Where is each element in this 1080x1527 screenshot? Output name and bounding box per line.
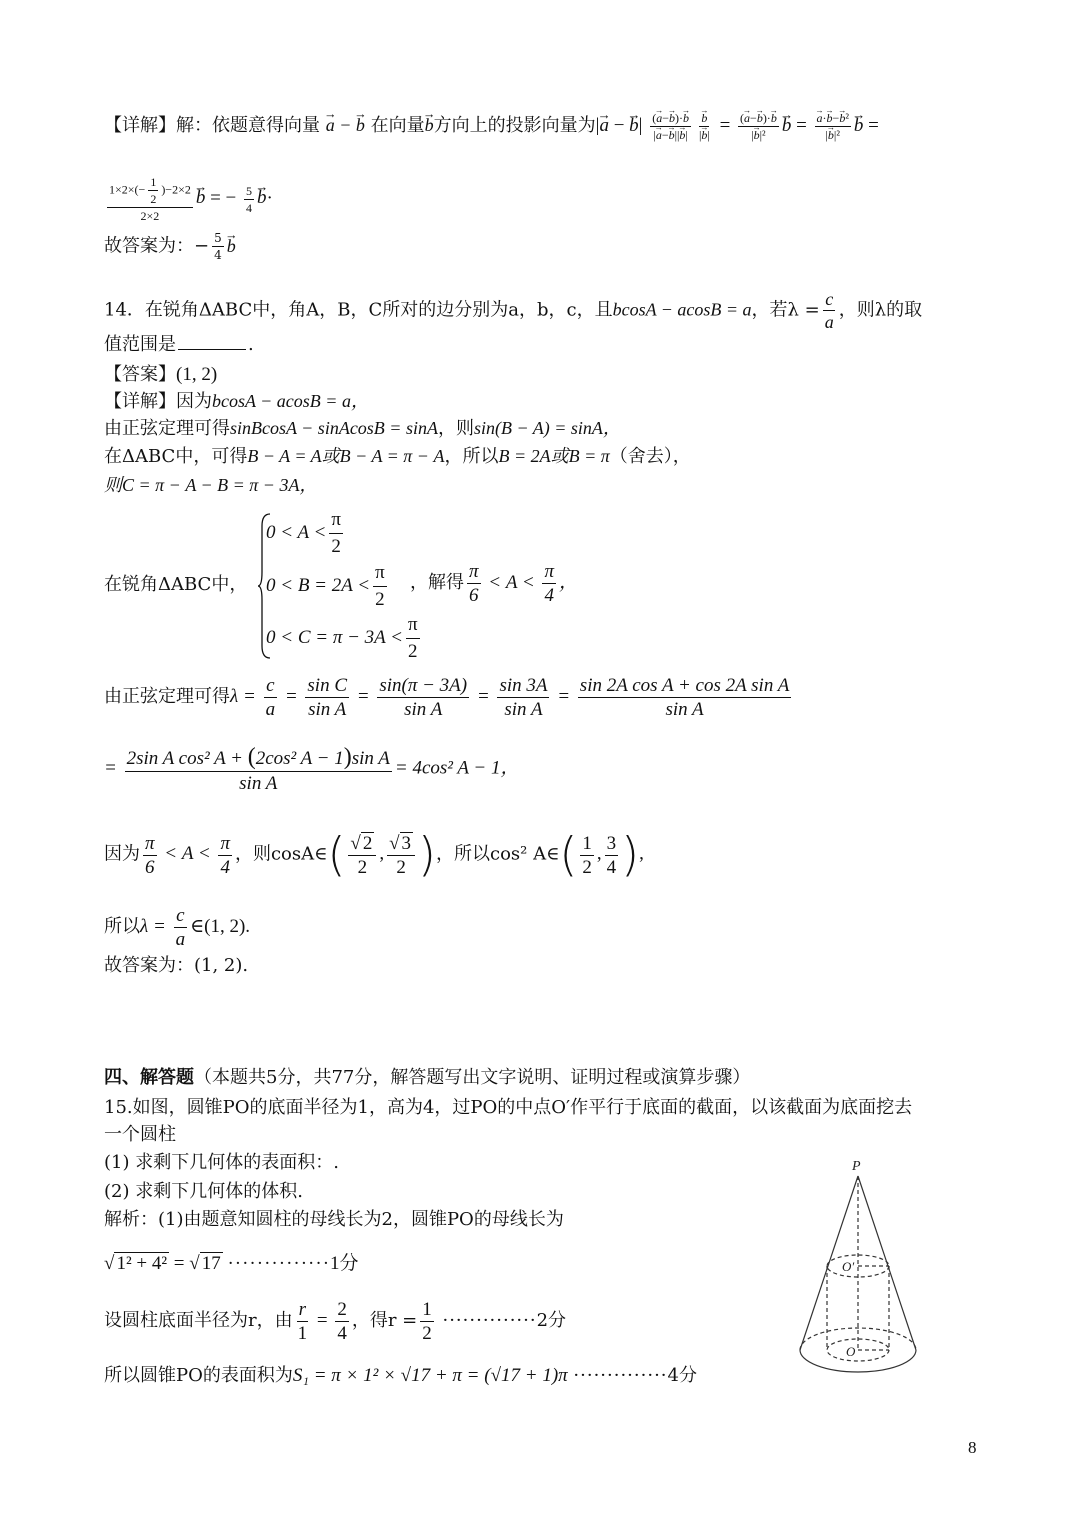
q14-sine-rule-line: [104, 419, 621, 438]
q15-solution-intro: 解析：(1)由题意知圆柱的母线长为2，圆锥PO的母线长为: [104, 1209, 564, 1230]
q15-radius-line: 设圆柱底面半径为r，由 $\frac{r}{1}$ = $\frac{2}{4}$ ，得r = $\frac{1}{2}$ ··············2分: [104, 1299, 567, 1344]
q13-calc-fraction: 1×2×(− $\frac{1}{2}$ )−2×2 2×2: [109, 175, 191, 223]
q14-solve-label: ，解得: [410, 571, 464, 593]
q14-so-lambda-expr: λ = $\frac{c}{a}$: [140, 905, 186, 950]
q13-in-direction: 在向量: [370, 114, 425, 136]
q14-discard: （舍去），: [609, 446, 691, 467]
q14-cos2-interval: ( $\frac{1}{2}$ , $\frac{3}{4}$ ),: [559, 828, 644, 882]
q13-answer-prefix: 故答案为：−: [104, 235, 210, 257]
q14-stem-end: ，则λ的取: [838, 299, 923, 321]
q14-answer-value: (1, 2): [176, 364, 218, 385]
q14-case-2: 0 < B = 2A < $\frac{\pi}{2}$: [266, 562, 385, 610]
q14-sine-rule-expr: sinBcosA − sinAcosB = sinA: [230, 418, 438, 438]
q14-so-cos2: ，所以cos² A∈: [435, 843, 560, 865]
q15-stem-line1: 15.如图，圆锥PO的底面半径为1，高为4，过PO的中点O′作平行于底面的截面，以该截面为底面挖去: [104, 1097, 913, 1118]
q14-cos-interval: ( $\frac{√ 2}{2}$ , $\frac{√ 3}{2}$ ): [327, 828, 436, 882]
q15-sqrt-result: 17: [201, 1253, 221, 1274]
q13-detail-intro: 解：依题意得向量: [176, 114, 320, 136]
q15-surface-intro: 所以圆锥PO的表面积为: [104, 1365, 293, 1386]
q13-projection-formula: |a → − b →| $\frac{(a \to-b \to)\cdot b \to}{|a \to-b \to||b \to|}$ $\frac{b \to}{|b \to|}$ = $\frac{(a \to-b \to)\cdot b \to}{\text{|b →|²}}$ b → = $\frac{\text{a →·b →−b →²}}{\text{|b →|²}}$ b → =: [596, 115, 879, 136]
q14-answer-line: [104, 365, 217, 384]
q13-result-fraction: $\frac{5}{4}$: [246, 183, 253, 215]
q15-radius-get: ，得r =: [351, 1309, 418, 1331]
q14-stem-mid: ，若λ =: [751, 299, 820, 321]
q15-surface-expr: S₁ = π × 1² × √17 + π = (√17 + 1)π: [292, 1365, 568, 1386]
q14-solve-range: $\frac{\pi}{6}$ < A < $\frac{\pi}{4}$ ，: [469, 561, 578, 606]
q14-lambda-chain: λ = $\frac{c}{a}$ = $\frac{\text{sin C}}{\text{sin A}}$ = $\frac{\sin(\pi - 3A)}{\text{sin A}}$ = $\frac{\sin 3A}{\text{sin A}}$ = $\frac{\text{sin 2A cos A + cos 2A sin A}}{\text{sin A}}$: [230, 675, 790, 720]
q13-answer-vec-b: b →: [227, 237, 236, 255]
q15-slant-line: √ 1² + 4² = √ 17 ··············1分: [104, 1253, 359, 1274]
q14-lambda-big-fraction: $\frac{\text{2sin A cos² A + (2cos² A − 1)sin A}}{\text{sin A}}$: [126, 744, 390, 794]
section4-heading: 四、解答题: [104, 1067, 194, 1088]
page-number: 8: [968, 1438, 977, 1457]
q13-direction-suffix: 方向上的投影向量为: [433, 114, 596, 136]
q13-detail-line: [104, 112, 879, 141]
q13-result-vec-b: b →: [257, 188, 267, 207]
q15-score2: 2分: [536, 1309, 567, 1331]
q14-detail-label: 【详解】: [104, 391, 176, 412]
q14-answer-label: 【答案】: [104, 364, 176, 385]
q14-detail-intro: 因为: [176, 391, 212, 412]
q14-lambda-line2: = $\frac{\text{2sin A cos² A + (2cos² A − 1)sin A}}{\text{sin A}}$ = 4cos² A − 1，: [104, 744, 520, 794]
q13-answer-line: [104, 232, 236, 261]
q14-stem-lambda-fraction: $\frac{c}{a}$: [824, 289, 834, 332]
q14-stem-line2: 值范围是 .: [104, 334, 254, 355]
q13-detail-label: 【详解】: [104, 114, 176, 136]
q14-acute-label: 在锐角ΔABC中，: [104, 574, 248, 595]
q13-line2-tail: = −: [210, 187, 237, 209]
q15-stem-line2: 一个圆柱: [104, 1124, 176, 1145]
q15-surface-line: 所以圆锥PO的表面积为S₁ = π × 1² × √17 + π = (√17 + 1)π ··············4分: [104, 1365, 697, 1386]
section4-note: （本题共5分，共77分，解答题写出文字说明、证明过程或演算步骤）: [194, 1067, 751, 1088]
q14-detail-cond: bcosA − acosB = a，: [212, 391, 369, 411]
cone-figure: [792, 1152, 932, 1392]
fig-label-o-prime: O′: [842, 1259, 855, 1274]
q14-stem-start: 14．在锐角ΔABC中，角A，B，C所对的边分别为a，b，c，且: [104, 299, 613, 321]
fig-label-p: P: [852, 1159, 861, 1174]
q14-because: 因为: [104, 843, 140, 865]
q15-part1: (1) 求剩下几何体的表面积：.: [104, 1152, 339, 1173]
q14-so-text: ，所以: [444, 446, 499, 467]
q14-case-3: 0 < C = π − 3A < $\frac{\pi}{2}$: [266, 614, 418, 662]
q14-conclusion: B = 2A或B = π: [498, 446, 610, 466]
q14-cos-line: [104, 828, 644, 882]
q14-stem-cond: bcosA − acosB = a: [612, 299, 752, 320]
q14-lambda-lead: 由正弦定理可得: [104, 685, 230, 707]
q14-lambda-tail: = 4cos² A − 1，: [394, 757, 520, 779]
q14-c-line: 则C = π − A − B = π − 3A，: [104, 475, 318, 495]
q15-radius-intro: 设圆柱底面半径为r，由: [104, 1309, 293, 1331]
q15-radius-value: $\frac{1}{2}$: [422, 1299, 432, 1344]
q14-solve-line: [410, 562, 578, 605]
q14-then-text: ，则: [437, 418, 474, 439]
q14-then-cos: ，则cosA∈: [234, 843, 328, 865]
q14-final-answer: 故答案为：(1, 2).: [104, 955, 249, 976]
q14-so-lambda-tail: ∈(1, 2).: [190, 915, 251, 937]
q14-so-lambda: 所以: [104, 915, 140, 937]
q14-lambda-line1: [104, 676, 794, 719]
q14-stem-line1: [104, 290, 922, 331]
q14-sine-diff: sin(B − A) = sinA，: [473, 418, 621, 438]
q14-answer-blank: [178, 349, 246, 350]
q14-stem-line2-text: 值范围是: [104, 334, 176, 355]
q15-score4: 4分: [667, 1365, 697, 1386]
fig-label-o: O: [846, 1344, 856, 1359]
q15-score1: 1分: [330, 1253, 359, 1274]
q15-radius-ratio: $\frac{r}{1}$ = $\frac{2}{4}$: [297, 1299, 347, 1344]
q13-answer-fraction: $\frac{5}{4}$: [214, 231, 222, 262]
q14-sine-rule-text: 由正弦定理可得: [104, 418, 230, 439]
q14-detail-line: [104, 392, 369, 411]
q13-vec-b: b →: [425, 116, 434, 134]
q14-case-expr: B − A = A或B − A = π − A: [247, 446, 445, 466]
q15-sqrt-expr: 1² + 4²: [116, 1253, 168, 1274]
q13-vec-a-minus-b: a → − b →: [326, 115, 365, 135]
q14-case-1: 0 < A < $\frac{\pi}{2}$: [266, 509, 341, 557]
q14-case-line: [104, 447, 691, 466]
q13-calc-line: 1×2×(− $\frac{1}{2}$ )−2×2 2×2 b → = − $\frac{5}{4}$ b →·: [104, 176, 273, 222]
q14-because-range: $\frac{\pi}{6}$ < A < $\frac{\pi}{4}$: [145, 832, 230, 878]
q14-in-triangle: 在ΔABC中，可得: [104, 446, 248, 467]
section4-heading-line: [104, 1069, 750, 1087]
q13-calc-vec-b: b →: [196, 188, 206, 207]
q14-so-lambda-line: [104, 906, 250, 949]
q15-part2: (2) 求剩下几何体的体积.: [104, 1181, 303, 1202]
